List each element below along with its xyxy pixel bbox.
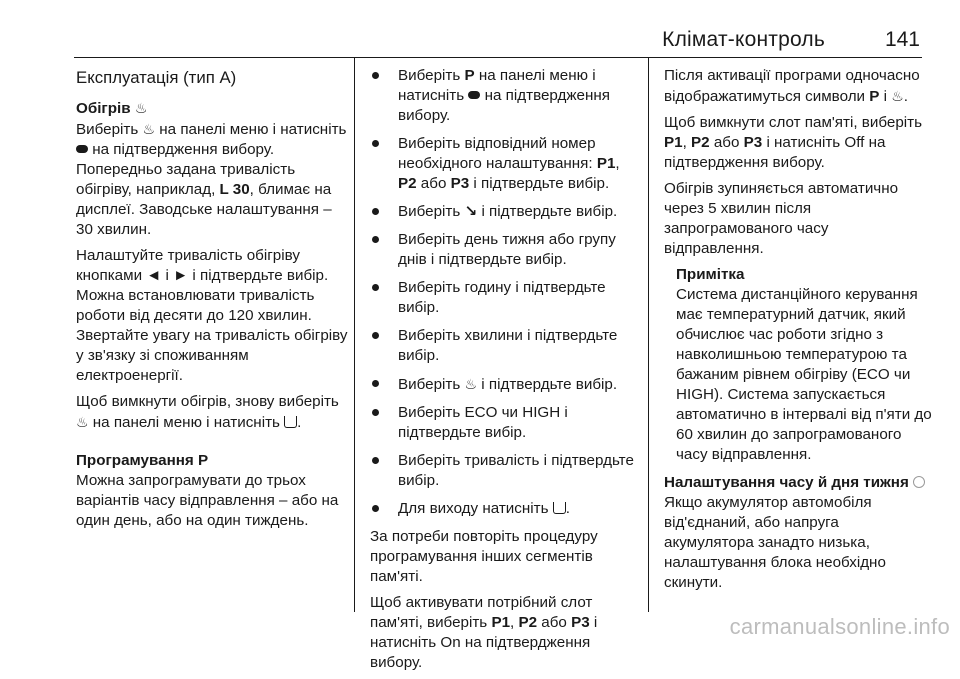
paragraph-heating-select [76, 119, 348, 240]
text: , [510, 614, 519, 631]
programming-heading: Програмування P [76, 452, 209, 469]
heat-waves-icon: ♨ [142, 121, 156, 137]
paragraph-activation-symbols [664, 66, 932, 107]
text: , [682, 134, 692, 151]
paragraph-reset: Якщо акумулятор автомобіля від'єднаний, або напруга акумулятора занадто низька, налаштування блока необхідно скинути. [664, 494, 886, 591]
text: Виберіть [398, 376, 465, 393]
slot-p2: P2 [691, 134, 710, 151]
column-1 [76, 58, 348, 537]
text: або [416, 175, 451, 192]
text: і [161, 267, 174, 284]
heat-waves-icon: ♨ [464, 376, 478, 392]
section-title: Експлуатація (тип А) [76, 68, 237, 87]
text: Після активації програми одночасно відображатимуться символи [664, 67, 920, 105]
slot-p1: P1 [491, 614, 511, 631]
text: і підтвердьте вибір. [477, 376, 618, 393]
list-item: Виберіть годину і підтвердьте вибір. [370, 278, 638, 318]
paragraph-auto-stop: Обігрів зупиняється автоматично через 5 хвилин після запрограмованого часу відправлення. [664, 180, 899, 257]
list-item: Виберіть хвилини і підтвердьте вибір. [370, 326, 638, 366]
text: і натисніть Off на підтвердження вибору. [664, 134, 886, 171]
note-box [676, 265, 932, 465]
page-number: 141 [884, 28, 920, 51]
slot-p3: P3 [450, 175, 470, 192]
slot-p3: P3 [571, 614, 590, 631]
paragraph-heating-off [76, 392, 348, 433]
text: Щоб вимкнути слот пам'яті, виберіть [664, 114, 923, 131]
text: Щоб вимкнути обігрів, знову виберіть [76, 393, 339, 410]
arrow-right-icon: ► [173, 267, 189, 284]
heat-waves-icon: ♨ [891, 88, 904, 104]
text: на підтвердження вибору. Попередньо задана тривалість обігріву, наприклад, [76, 141, 296, 198]
text: і натисніть On на підтвердження вибору. [370, 614, 598, 671]
list-item [370, 374, 638, 395]
text: , [615, 155, 620, 172]
text: , блимає на дисплеї. Заводське налаштування – 30 хвилин. [76, 181, 332, 238]
clock-title: Налаштування часу й дня тижня [664, 474, 909, 491]
text: на панелі меню і натисніть [88, 414, 285, 431]
text: Для виходу натисніть [398, 500, 553, 517]
paragraph-activate-slot [370, 593, 638, 673]
text: і [879, 88, 892, 105]
back-button-icon [284, 416, 297, 428]
column-divider-2 [648, 58, 649, 612]
heat-waves-icon: ♨ [76, 414, 89, 430]
list-item: Виберіть ECO чи HIGH і підтвердьте вибір. [370, 403, 638, 443]
paragraph-duration [76, 246, 348, 386]
text: Виберіть [398, 67, 465, 84]
clock-heading [664, 473, 932, 493]
slot-p2: P2 [398, 175, 417, 192]
note-title: Примітка [676, 266, 745, 283]
heat-waves-icon: ♨ [134, 100, 148, 116]
paragraph-repeat: За потреби повторіть процедуру програмування інших сегментів пам'яті. [370, 528, 598, 585]
arrow-left-icon: ◄ [146, 267, 162, 284]
slot-p1: P1 [664, 134, 683, 151]
heating-title: Обігрів [76, 100, 131, 117]
steps-list [370, 66, 638, 519]
column-3 [664, 58, 932, 599]
text: на підтвердження вибору. [398, 87, 610, 124]
ok-button-icon [468, 91, 480, 99]
duration-code: L 30 [219, 181, 250, 198]
program-p: P [869, 88, 880, 105]
text: на панелі меню і натисніть [155, 121, 347, 138]
watermark: carmanualsonline.info [729, 614, 950, 639]
text: Щоб активувати потрібний слот пам'яті, виберіть [370, 594, 593, 631]
text: і підтвердьте вибір. Можна встановлювати тривалість роботи від десяти до 120 хвилин. Звертайте увагу на тривалість обігріву у зв'язку зі споживанням електроенергії. [76, 267, 348, 384]
list-item: Виберіть тривалість і підтвердьте вибір. [370, 451, 638, 491]
paragraph-deactivate-slot [664, 113, 932, 173]
text: або [537, 614, 572, 631]
text: Налаштуйте тривалість обігріву кнопками [76, 247, 300, 284]
heating-heading [76, 98, 348, 119]
list-item [370, 499, 638, 519]
list-item: Виберіть день тижня або групу днів і підтвердьте вибір. [370, 230, 638, 270]
ok-button-icon [76, 145, 88, 153]
text: Виберіть [76, 121, 143, 138]
clock-icon [913, 476, 925, 488]
back-button-icon [553, 502, 566, 514]
program-p: P [464, 67, 475, 84]
page-header-title: Клімат-контроль [662, 28, 825, 51]
wrench-icon: ↘ [464, 203, 478, 220]
text: . [297, 414, 302, 431]
list-item [370, 66, 638, 126]
text: . [565, 500, 570, 517]
list-item [370, 134, 638, 194]
text: і підтвердьте вибір. [477, 203, 618, 220]
paragraph-programming: Можна запрограмувати до трьох варіантів часу відправлення – або на один день, або на один тиждень. [76, 472, 339, 529]
column-2 [370, 58, 638, 679]
list-item [370, 202, 638, 222]
text: Виберіть [398, 203, 465, 220]
note-text: Система дистанційного керування має температурний датчик, який обчислює час роботи згідно з навколишньою температурою та бажаним рівнем обігріву (ECO чи HIGH). Система запускається автоматично в інтервалі від п'яти до 60 хвилин до запрограмованого часу відправлення. [676, 286, 932, 463]
text: . [903, 88, 909, 105]
text: і підтвердьте вибір. [469, 175, 610, 192]
text: на панелі меню і натисніть [398, 67, 596, 104]
text: Виберіть відповідний номер необхідного налаштування: [398, 135, 597, 172]
slot-p2: P2 [518, 614, 538, 631]
slot-p1: P1 [596, 155, 616, 172]
text: або [709, 134, 744, 151]
column-divider-1 [354, 58, 355, 612]
slot-p3: P3 [743, 134, 763, 151]
